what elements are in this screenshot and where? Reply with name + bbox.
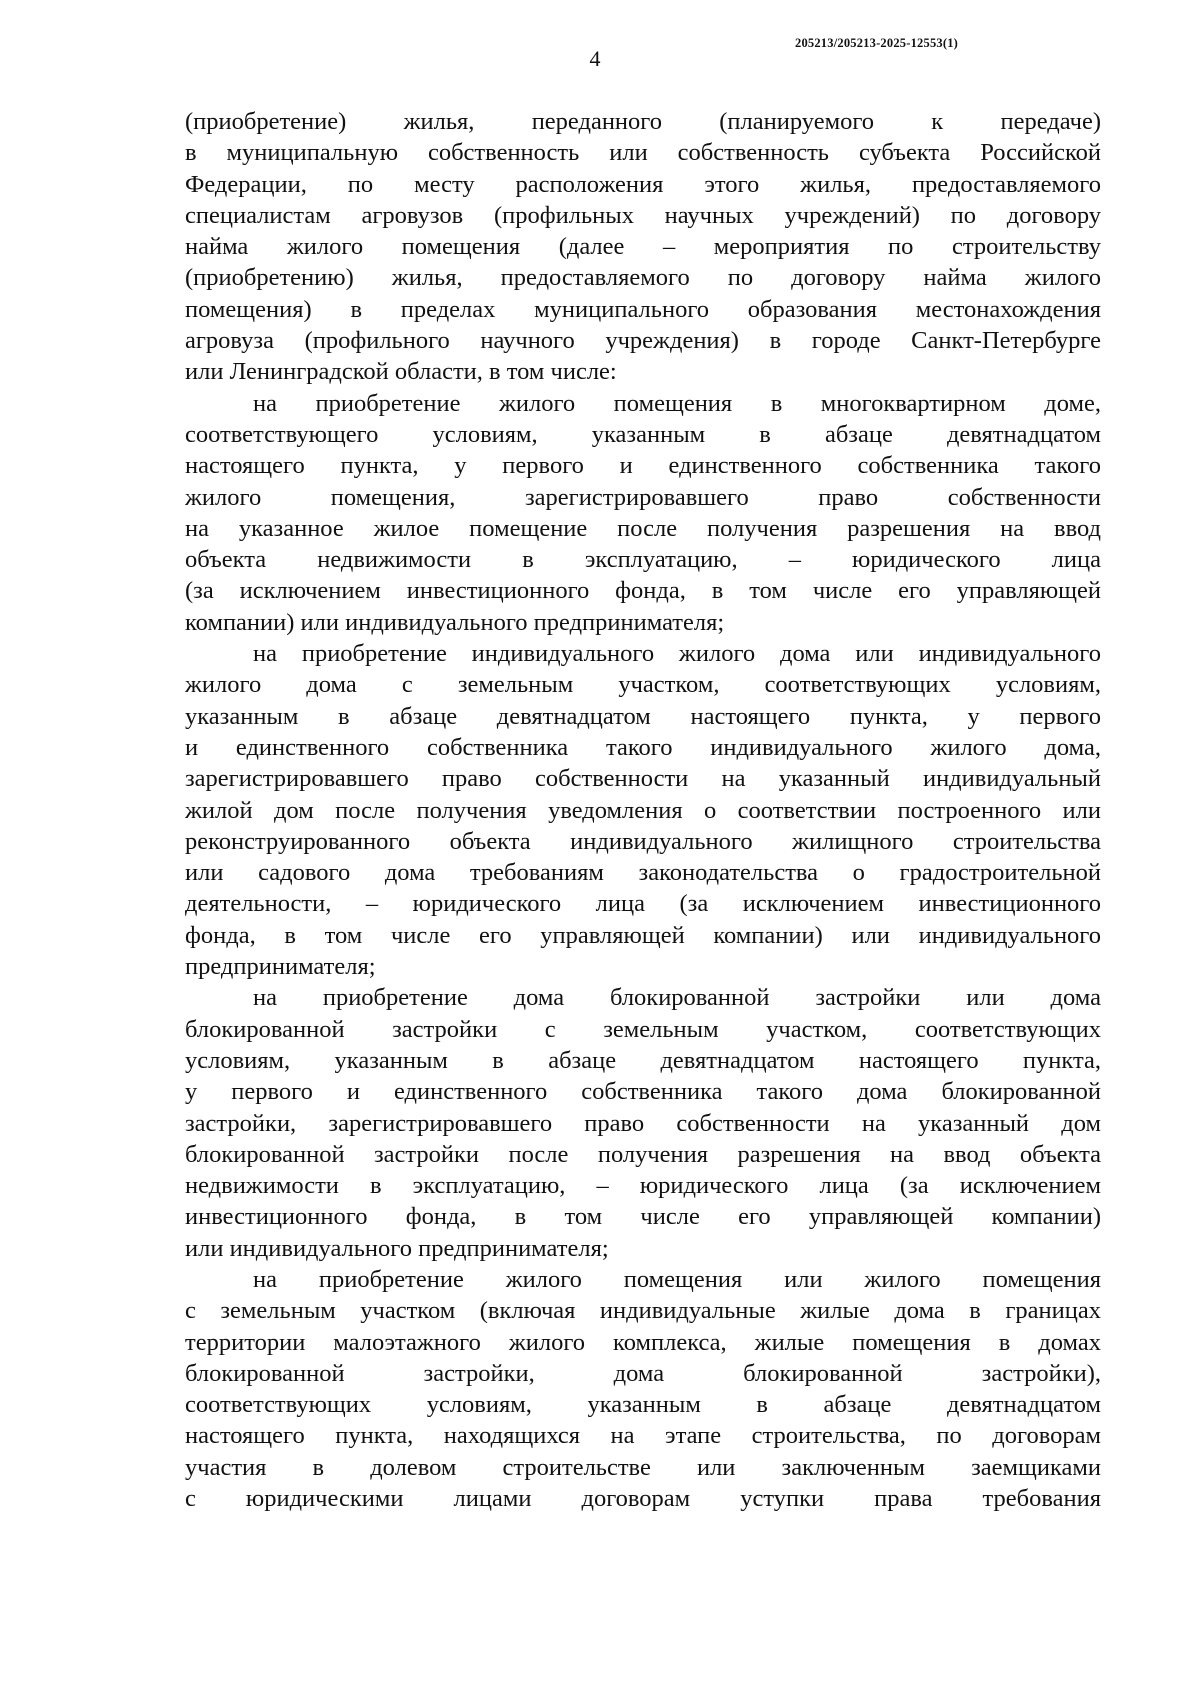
text-line: соответствующих условиям, указанным в абзаце девятнадцатом — [185, 1391, 1101, 1419]
paragraph — [185, 982, 1101, 1264]
text-line: условиям, указанным в абзаце девятнадцатом настоящего пункта, — [185, 1046, 1101, 1074]
text-line: (за исключением инвестиционного фонда, в том числе его управляющей — [185, 577, 1101, 605]
text-line: блокированной застройки после получения разрешения на ввод объекта — [185, 1140, 1101, 1168]
text-line: объекта недвижимости в эксплуатацию, – юридического лица — [185, 546, 1101, 574]
text-line: соответствующего условиям, указанным в абзаце девятнадцатом — [185, 420, 1101, 448]
text-line: на приобретение индивидуального жилого дома или индивидуального — [253, 640, 1101, 668]
text-line: на приобретение жилого помещения или жилого помещения — [253, 1265, 1101, 1293]
text-line: агровуза (профильного научного учреждения) в городе Санкт-Петербурге — [185, 327, 1101, 355]
text-line: компании) или индивидуального предпринимателя; — [185, 608, 725, 636]
document-body — [185, 106, 1101, 1514]
text-line: с земельным участком (включая индивидуальные жилые дома в границах — [185, 1297, 1101, 1325]
text-line: указанным в абзаце девятнадцатом настоящего пункта, у первого — [185, 702, 1101, 730]
paragraph — [185, 1264, 1101, 1514]
text-line: в муниципальную собственность или собственность субъекта Российской — [185, 139, 1101, 167]
document-id: 205213/205213-2025-12553(1) — [795, 36, 959, 50]
text-line: участия в долевом строительстве или заключенным заемщиками — [185, 1453, 1101, 1481]
text-line: недвижимости в эксплуатацию, – юридического лица (за исключением — [185, 1172, 1101, 1200]
text-line: деятельности, – юридического лица (за исключением инвестиционного — [185, 890, 1101, 918]
text-line: настоящего пункта, находящихся на этапе строительства, по договорам — [185, 1422, 1101, 1450]
text-line: (приобретение) жилья, переданного (планируемого к передаче) — [185, 108, 1101, 135]
text-line: инвестиционного фонда, в том числе его управляющей компании) — [185, 1203, 1101, 1231]
text-line: фонда, в том числе его управляющей компании) или индивидуального — [185, 921, 1101, 949]
text-line: на приобретение дома блокированной застройки или дома — [253, 984, 1101, 1012]
text-line: или индивидуального предпринимателя; — [185, 1234, 609, 1262]
text-line: предпринимателя; — [185, 953, 376, 981]
text-line: жилой дом после получения уведомления о соответствии построенного или — [185, 796, 1101, 824]
text-line: жилого помещения, зарегистрировавшего право собственности — [185, 483, 1101, 511]
page-number: 4 — [589, 46, 601, 71]
text-line: специалистам агровузов (профильных научных учреждений) по договору — [185, 201, 1101, 229]
paragraph — [185, 388, 1101, 638]
text-line: найма жилого помещения (далее – мероприятия по строительству — [185, 233, 1101, 261]
text-line: с юридическими лицами договорам уступки права требования — [185, 1485, 1101, 1513]
text-line: блокированной застройки с земельным участком, соответствующих — [185, 1015, 1101, 1043]
text-line: блокированной застройки, дома блокированной застройки), — [185, 1359, 1101, 1387]
text-line: (приобретению) жилья, предоставляемого по договору найма жилого — [185, 264, 1101, 292]
text-line: и единственного собственника такого индивидуального жилого дома, — [185, 733, 1101, 761]
text-line: застройки, зарегистрировавшего право собственности на указанный дом — [185, 1109, 1101, 1137]
text-line: реконструированного объекта индивидуального жилищного строительства — [185, 827, 1101, 855]
text-line: на указанное жилое помещение после получения разрешения на ввод — [185, 514, 1101, 542]
text-line: или Ленинградской области, в том числе: — [185, 358, 617, 386]
text-line: жилого дома с земельным участком, соответствующих условиям, — [185, 671, 1101, 699]
text-line: территории малоэтажного жилого комплекса, жилые помещения в домах — [185, 1328, 1101, 1356]
text-line: на приобретение жилого помещения в многоквартирном доме, — [253, 389, 1101, 417]
text-line: зарегистрировавшего право собственности на указанный индивидуальный — [185, 765, 1101, 793]
paragraph — [185, 638, 1101, 982]
text-line: помещения) в пределах муниципального образования местонахождения — [185, 295, 1101, 323]
text-line: у первого и единственного собственника такого дома блокированной — [185, 1078, 1101, 1106]
text-line: настоящего пункта, у первого и единственного собственника такого — [185, 452, 1101, 480]
text-line: Федерации, по месту расположения этого жилья, предоставляемого — [185, 170, 1101, 198]
paragraph — [185, 106, 1101, 388]
text-line: или садового дома требованиям законодательства о градостроительной — [185, 859, 1101, 887]
